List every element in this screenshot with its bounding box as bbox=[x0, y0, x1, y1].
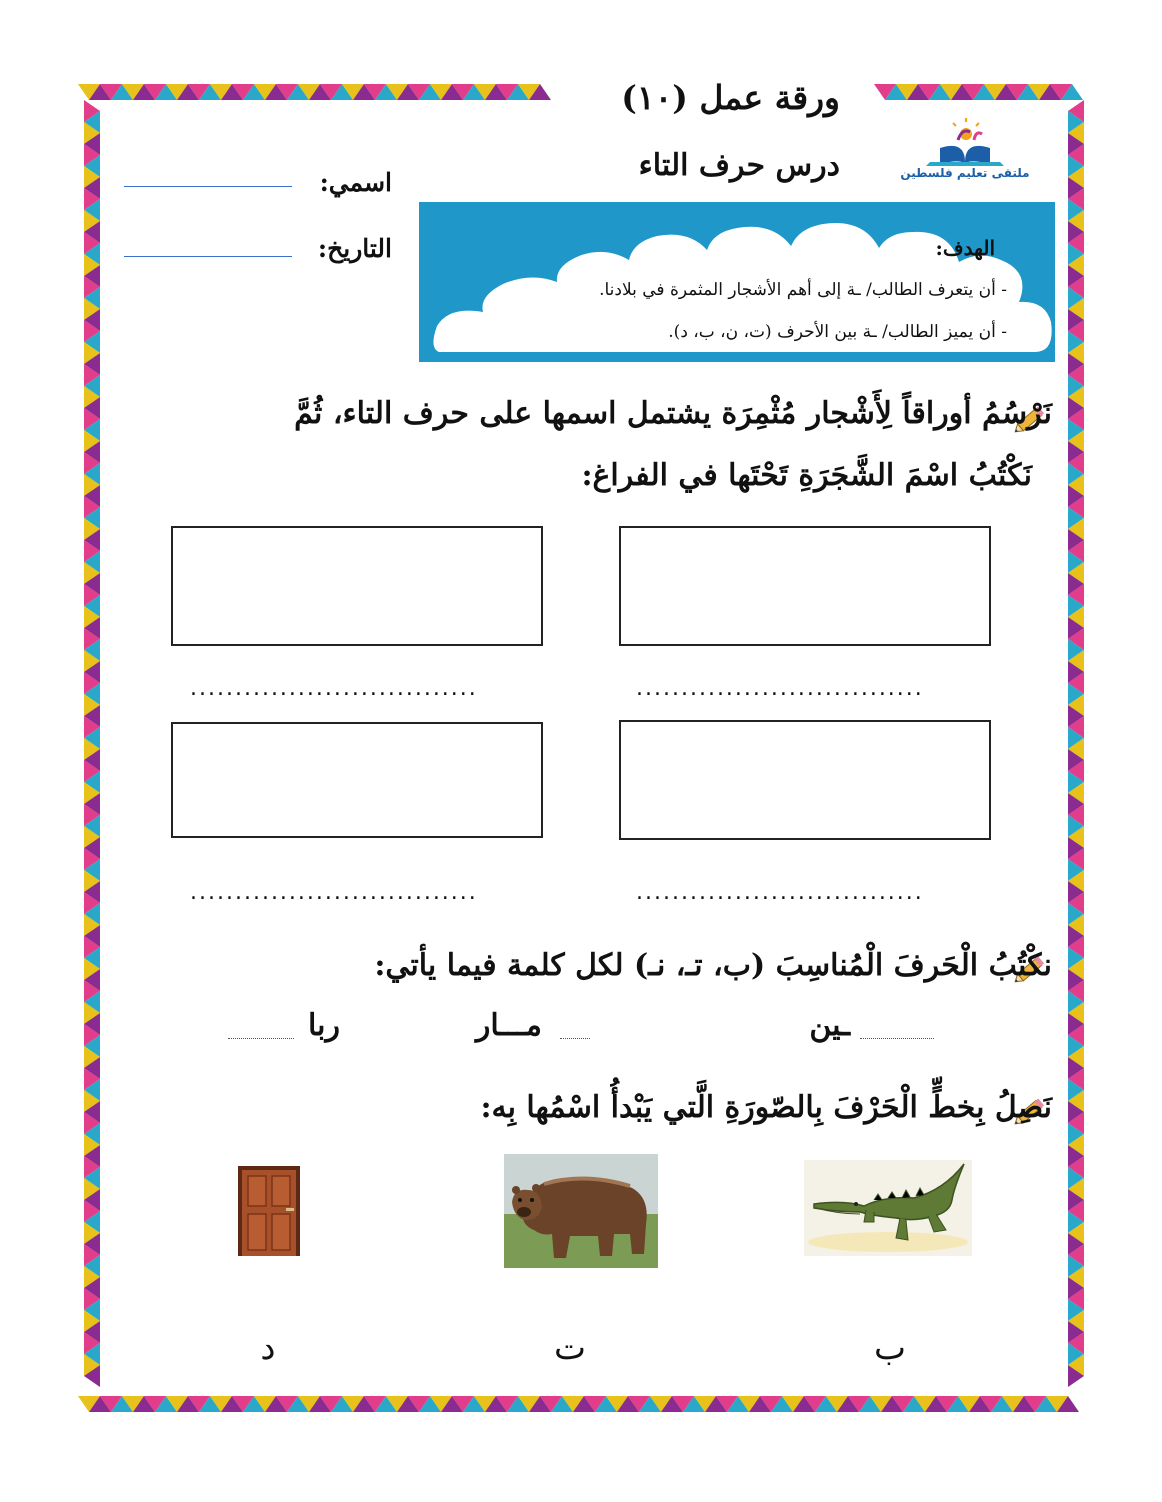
book-sun-icon bbox=[900, 118, 1030, 168]
answer-line[interactable]: ................................ bbox=[190, 880, 478, 905]
exercise1-instruction-line1: نَرْسُمُ أوراقاً لِأَشْجار مُثْمِرَة يشتمل اسمها على حرف التاء، ثُمَّ bbox=[294, 396, 1052, 431]
date-label: التاريخ: bbox=[317, 234, 392, 263]
lesson-title: درس حرف التاء bbox=[638, 148, 840, 183]
letter-choice[interactable]: د bbox=[260, 1328, 276, 1368]
door-image[interactable] bbox=[238, 1166, 300, 1256]
drawing-box[interactable] bbox=[171, 722, 543, 838]
date-field[interactable] bbox=[124, 256, 292, 257]
name-label: اسمي: bbox=[319, 168, 392, 197]
blank-line[interactable] bbox=[228, 1038, 294, 1039]
blank-line[interactable] bbox=[560, 1038, 590, 1039]
word-item: ـين bbox=[809, 1008, 850, 1043]
answer-line[interactable]: ................................ bbox=[190, 676, 478, 701]
answer-line[interactable]: ................................ bbox=[636, 880, 924, 905]
letter-choice[interactable]: ب bbox=[873, 1328, 906, 1368]
page-title: ورقة عمل (١٠) bbox=[621, 78, 840, 117]
goal-item: - أن يتعرف الطالب/ ـة إلى أهم الأشجار المثمرة في بلادنا. bbox=[599, 280, 1007, 300]
exercise1-instruction-line2: نَكْتُبُ اسْمَ الشَّجَرَةِ تَحْتَها في الفراغ: bbox=[581, 458, 1032, 493]
goals-box bbox=[419, 202, 1055, 362]
drawing-box[interactable] bbox=[619, 526, 991, 646]
name-field[interactable] bbox=[124, 186, 292, 187]
drawing-box[interactable] bbox=[171, 526, 543, 646]
drawing-box[interactable] bbox=[619, 720, 991, 840]
exercise3-instruction: نَصِلُ بِخطٍّ الْحَرْفَ بِالصّورَةِ الَّتي يَبْدأُ اسْمُها بِه: bbox=[480, 1090, 1052, 1125]
answer-line[interactable]: ................................ bbox=[636, 676, 924, 701]
goal-item: - أن يميز الطالب/ ـة بين الأحرف (ت، ن، ب، د). bbox=[668, 322, 1007, 342]
crocodile-image[interactable] bbox=[804, 1160, 972, 1256]
blank-line[interactable] bbox=[860, 1038, 934, 1039]
word-item: ربا bbox=[308, 1008, 340, 1043]
letter-choice[interactable]: ت bbox=[553, 1328, 586, 1368]
exercise2-instruction: نكْتُبُ الْحَرفَ الْمُناسِبَ (ب، تـ، نـ) لكل كلمة فيما يأتي: bbox=[374, 948, 1052, 983]
word-item: مـــار bbox=[475, 1008, 542, 1043]
logo-text: ملتقى تعليم فلسطين bbox=[900, 166, 1030, 180]
bear-image[interactable] bbox=[504, 1154, 658, 1268]
goals-label: الهدف: bbox=[935, 236, 995, 260]
forum-logo bbox=[900, 118, 1030, 188]
